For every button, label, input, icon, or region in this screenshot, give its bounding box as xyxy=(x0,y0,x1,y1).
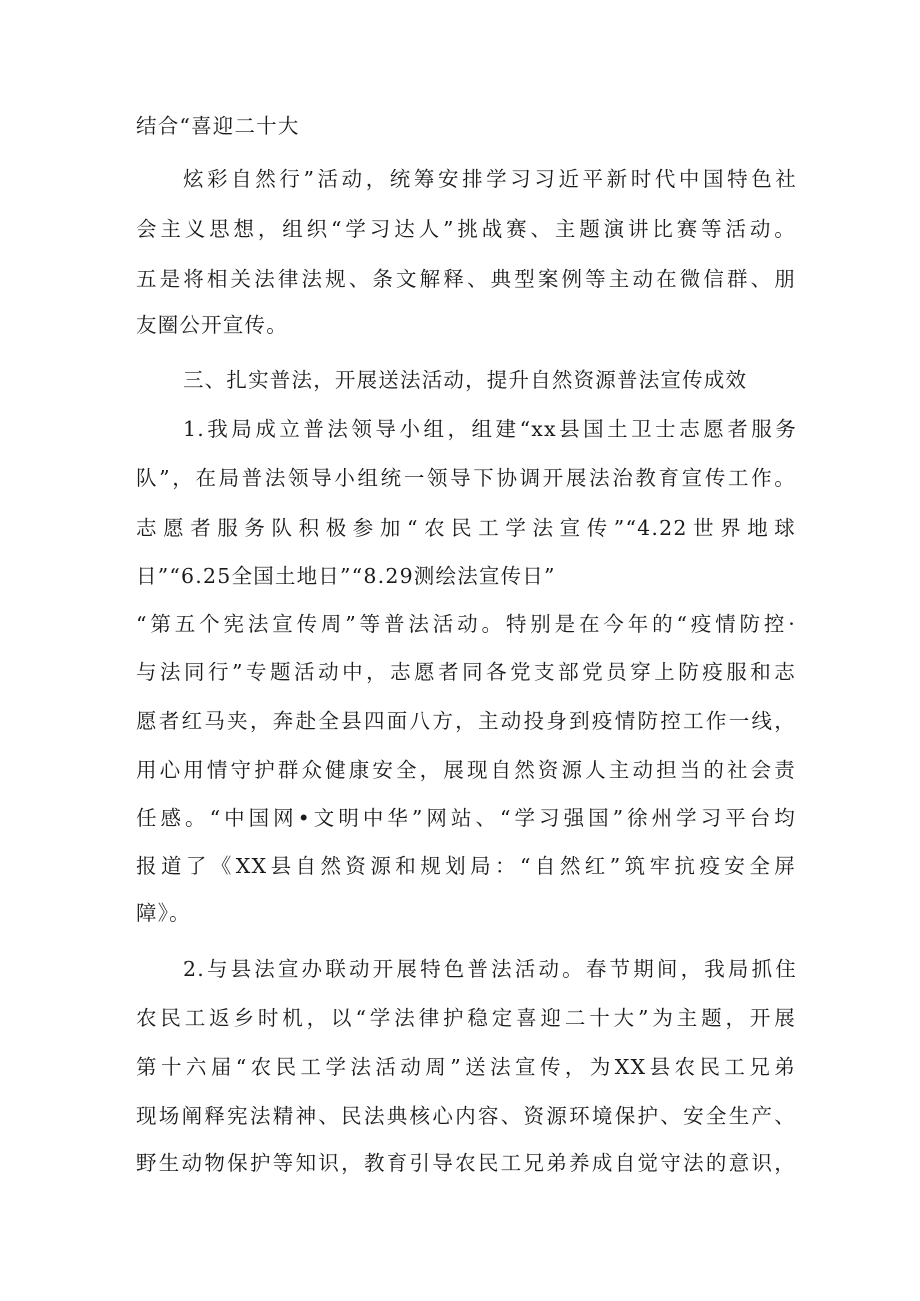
text-line: 报道了《XX县自然资源和规划局：“自然红”筑牢抗疫安全屏 xyxy=(136,854,796,878)
section-heading: 三、扎实普法，开展送法活动，提升自然资源普法宣传成效 xyxy=(183,368,748,392)
text-line: 炫彩自然行”活动，统筹安排学习习近平新时代中国特色社 xyxy=(183,167,797,191)
text-line: 愿者红马夹，奔赴全县四面八方，主动投身到疫情防控工作一线， xyxy=(136,709,796,733)
text-line: 结合“喜迎二十大 xyxy=(136,114,300,138)
text-line: “第五个宪法宣传周”等普法活动。特别是在今年的“疫情防控· xyxy=(136,612,796,636)
text-line: 队”，在局普法领导小组统一领导下协调开展法治教育宣传工作。 xyxy=(136,466,796,490)
text-line: 农民工返乡时机，以“学法律护稳定喜迎二十大”为主题，开展 xyxy=(136,1006,796,1030)
text-line: 友圈公开宣传。 xyxy=(136,313,288,337)
text-line: 野生动物保护等知识，教育引导农民工兄弟养成自觉守法的意识， xyxy=(136,1151,796,1175)
text-line: 用心用情守护群众健康安全，展现自然资源人主动担当的社会责 xyxy=(136,758,796,782)
text-line: 第十六届“农民工学法活动周”送法宣传，为XX县农民工兄弟 xyxy=(136,1055,796,1079)
text-line: 会主义思想，组织“学习达人”挑战赛、主题演讲比赛等活动。 xyxy=(136,217,796,241)
text-line: 五是将相关法律法规、条文解释、典型案例等主动在微信群、朋 xyxy=(136,267,796,291)
text-line: 日”“6.25全国土地日”“8.29测绘法宣传日” xyxy=(136,564,556,588)
text-line: 现场阐释宪法精神、民法典核心内容、资源环境保护、安全生产、 xyxy=(136,1104,796,1128)
text-line: 障》。 xyxy=(136,901,191,925)
text-line: 与法同行”专题活动中，志愿者同各党支部党员穿上防疫服和志 xyxy=(136,660,796,684)
text-line: 任感。“中国网•文明中华”网站、“学习强国”徐州学习平台均 xyxy=(136,806,796,830)
text-line: 1.我局成立普法领导小组，组建“xx县国土卫士志愿者服务 xyxy=(183,417,797,441)
text-line: 2.与县法宣办联动开展特色普法活动。春节期间，我局抓住 xyxy=(183,957,797,981)
text-line: 志愿者服务队积极参加“农民工学法宣传”“4.22世界地球 xyxy=(136,516,796,540)
